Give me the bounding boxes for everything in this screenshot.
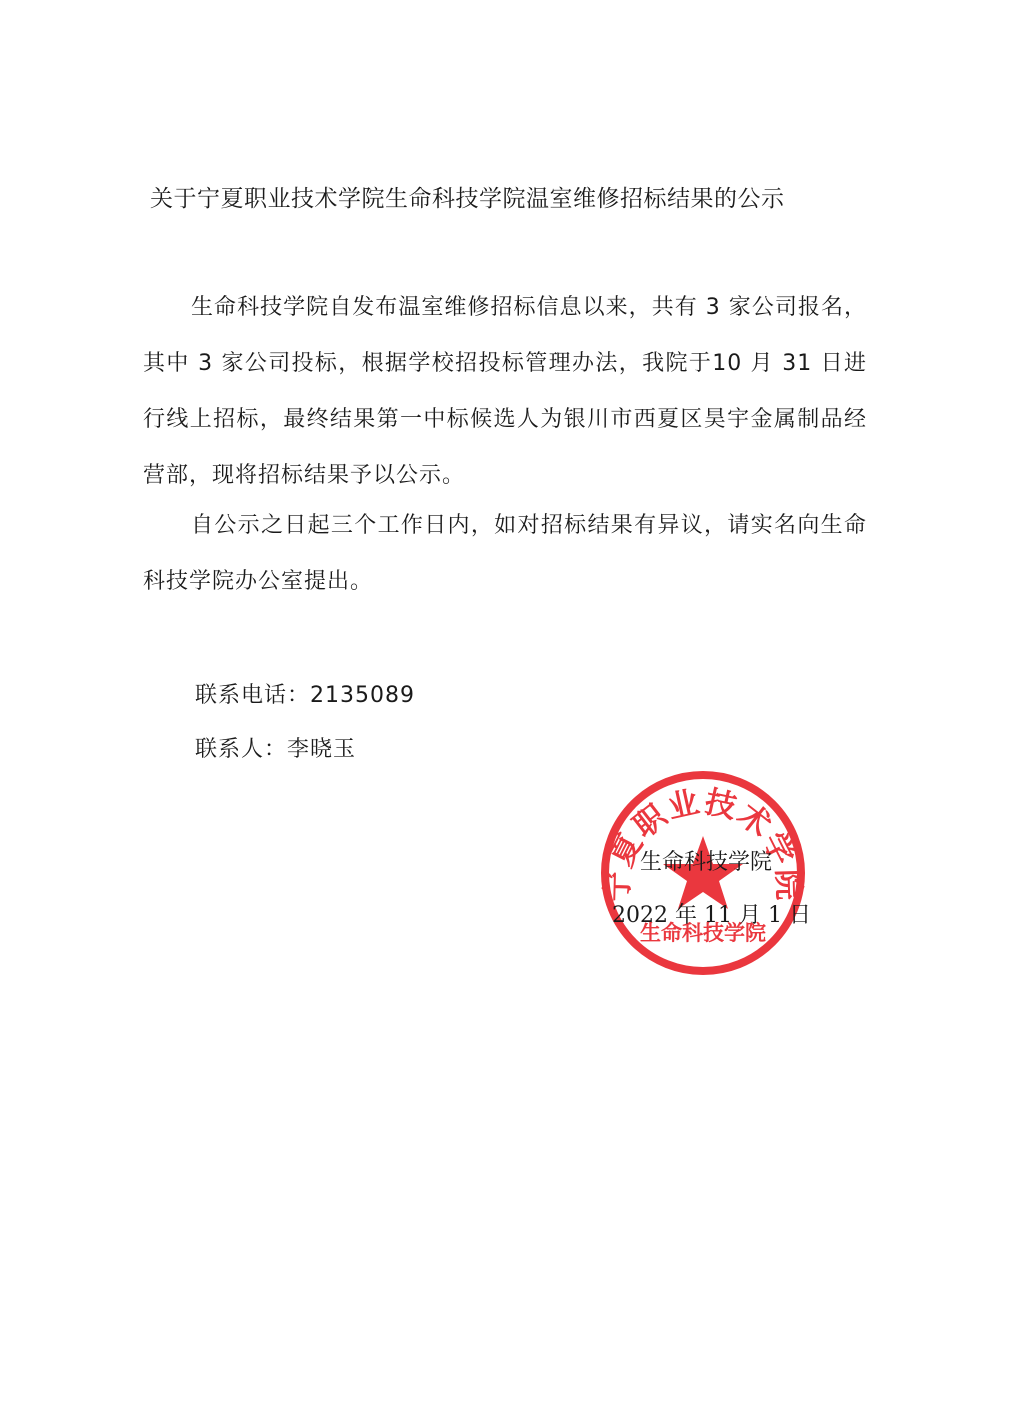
- signature-unit: 生命科技学院: [640, 850, 773, 875]
- body-paragraph-1: 生命科技学院自发布温室维修招标信息以来，共有 3 家公司报名，其中 3 家公司投标，根据学校招投标管理办法，我院于10 月 31 日进行线上招标，最终结果第一中标候选人为银川市西夏区昊宇金属制品经营部，现将招标结果予以公示。: [143, 295, 867, 488]
- signature-date: 2022 年 11 月 1 日: [612, 903, 811, 928]
- contact-phone: 联系电话：2135089: [195, 683, 415, 708]
- body-paragraph-2: 自公示之日起三个工作日内，如对招标结果有异议，请实名向生命科技学院办公室提出。: [143, 513, 867, 594]
- document-title: 关于宁夏职业技术学院生命科技学院温室维修招标结果的公示: [150, 186, 785, 212]
- contact-person: 联系人：李晓玉: [195, 737, 357, 762]
- seal-inner-text: 生命科技学院: [640, 921, 766, 945]
- seal-outer-text: 宁夏职业技术学院: [599, 783, 807, 903]
